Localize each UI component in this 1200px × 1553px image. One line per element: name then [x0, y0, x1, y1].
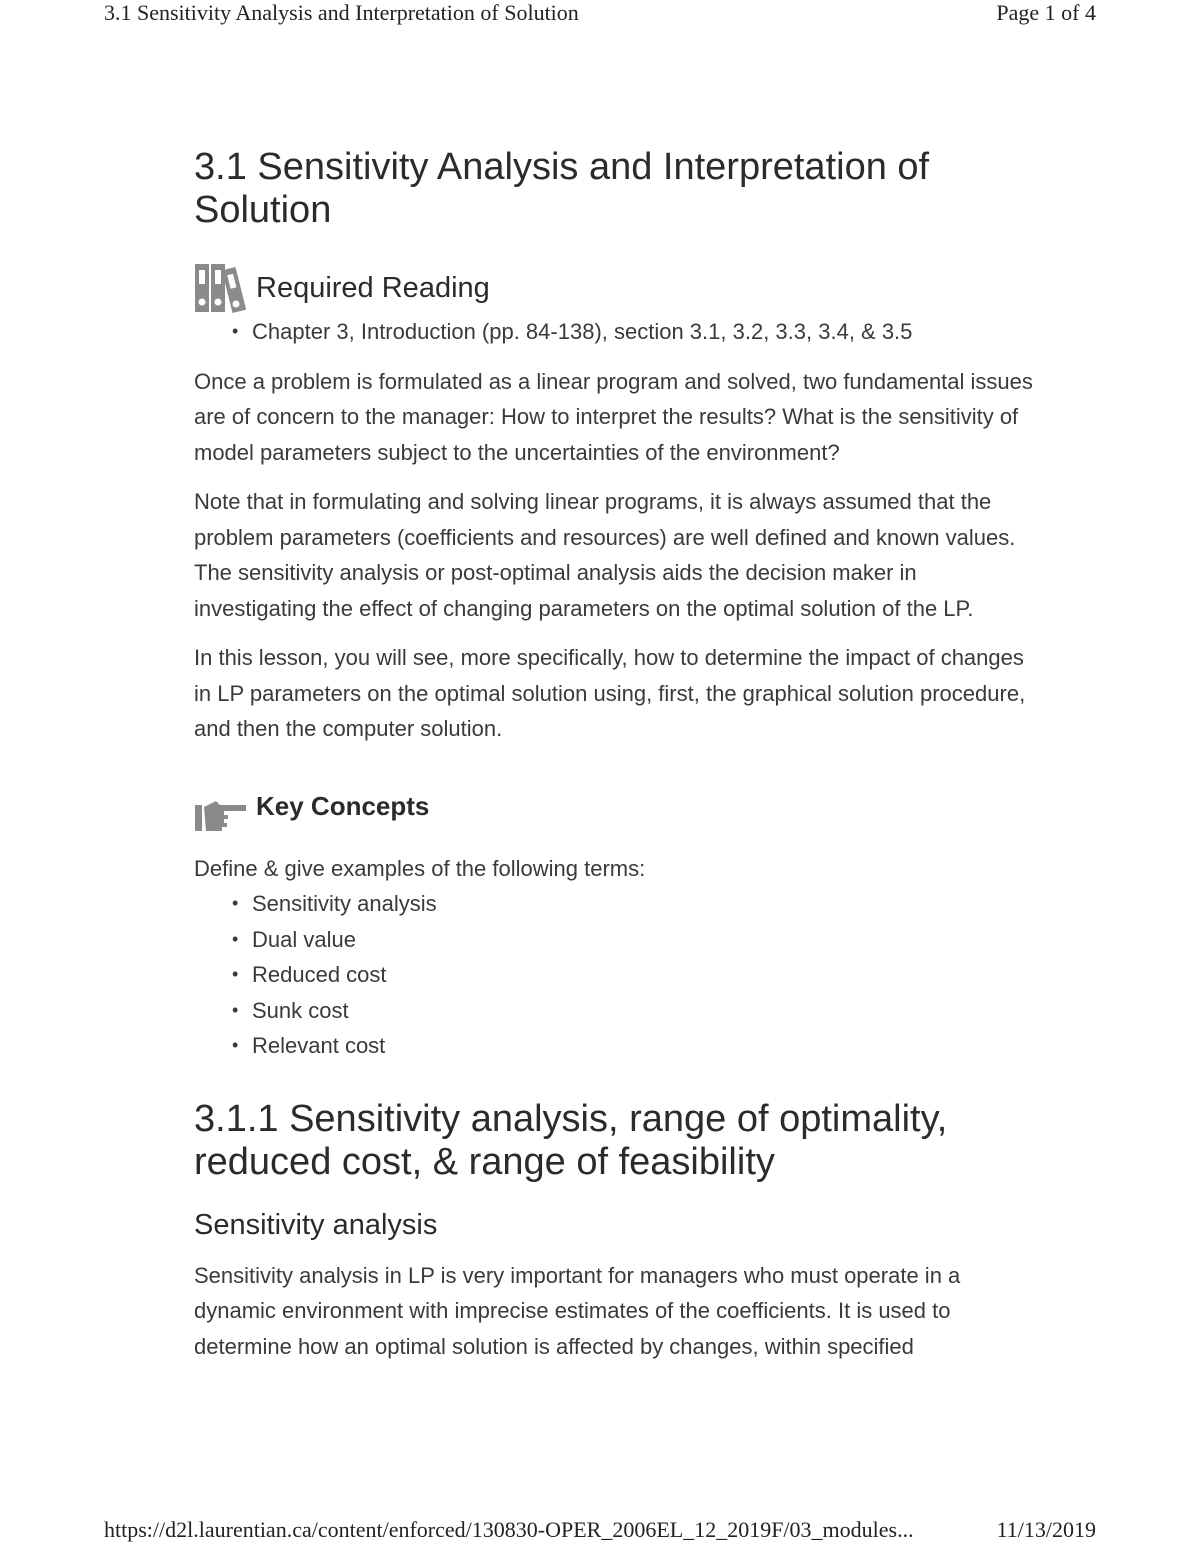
- binders-icon: [194, 262, 248, 314]
- page-content: [194, 146, 1044, 1364]
- list-item: • Chapter 3, Introduction (pp. 84-138), section 3.1, 3.2, 3.3, 3.4, & 3.5: [232, 314, 1044, 350]
- print-header-page-number: Page 1 of 4: [996, 0, 1096, 25]
- print-footer-date: 11/13/2019: [996, 1517, 1096, 1542]
- required-reading-title: Required Reading: [256, 271, 490, 304]
- print-header-title: 3.1 Sensitivity Analysis and Interpretation of Solution: [104, 0, 579, 25]
- required-reading-list: [194, 314, 1044, 350]
- sensitivity-analysis-paragraph: Sensitivity analysis in LP is very important for managers who must operate in a dynamic environment with imprecise estimates of the coefficients. It is used to determine how an optimal solution is affected by changes, within specified: [194, 1262, 961, 1359]
- sensitivity-analysis-subheading: Sensitivity analysis: [194, 1208, 438, 1241]
- intro-paragraph-3: In this lesson, you will see, more specifically, how to determine the impact of changes in LP parameters on the optimal solution using, first, the graphical solution procedure, and then the computer solution.: [194, 645, 1026, 741]
- intro-paragraph-1: Once a problem is formulated as a linear program and solved, two fundamental issues are of concern to the manager: How to interpret the results? What is the sensitivity of model parameters subject to the uncertainties of the environment?: [194, 368, 1033, 465]
- section-title-line-2: reduced cost, & range of feasibility: [194, 1140, 775, 1183]
- key-concepts-title: Key Concepts: [256, 791, 430, 821]
- page-title-line-1: 3.1 Sensitivity Analysis and Interpretation of: [194, 146, 930, 188]
- intro-paragraph-2: Note that in formulating and solving linear programs, it is always assumed that the problem parameters (coefficients and resources) are well defined and known values. The sensitivity analysis or post-optimal analysis aids the decision maker in investigating the effect of changing parameters on the optimal solution of the LP.: [194, 489, 1016, 621]
- print-footer-url: https://d2l.laurentian.ca/content/enforced/130830-OPER_2006EL_12_2019F/03_modules...: [104, 1517, 914, 1542]
- required-reading-heading: [194, 262, 1044, 314]
- pointing-hand-icon: [194, 787, 248, 839]
- list-item: • Sunk cost: [232, 993, 1044, 1029]
- list-item: • Reduced cost: [232, 957, 1044, 993]
- list-item: • Dual value: [232, 922, 1044, 958]
- page-title-line-2: Solution: [194, 189, 332, 231]
- list-item: • Relevant cost: [232, 1028, 1044, 1064]
- page-title: [194, 146, 1044, 232]
- key-concepts-intro: Define & give examples of the following terms:: [194, 855, 646, 881]
- key-concepts-heading: [194, 787, 1044, 839]
- section-title-line-1: 3.1.1 Sensitivity analysis, range of optimality,: [194, 1097, 948, 1140]
- list-item: • Sensitivity analysis: [232, 886, 1044, 922]
- section-3-1-1-title: [194, 1098, 1044, 1184]
- print-footer: [104, 1517, 1096, 1553]
- print-header: [104, 0, 1096, 32]
- key-concepts-list: [194, 886, 1044, 1064]
